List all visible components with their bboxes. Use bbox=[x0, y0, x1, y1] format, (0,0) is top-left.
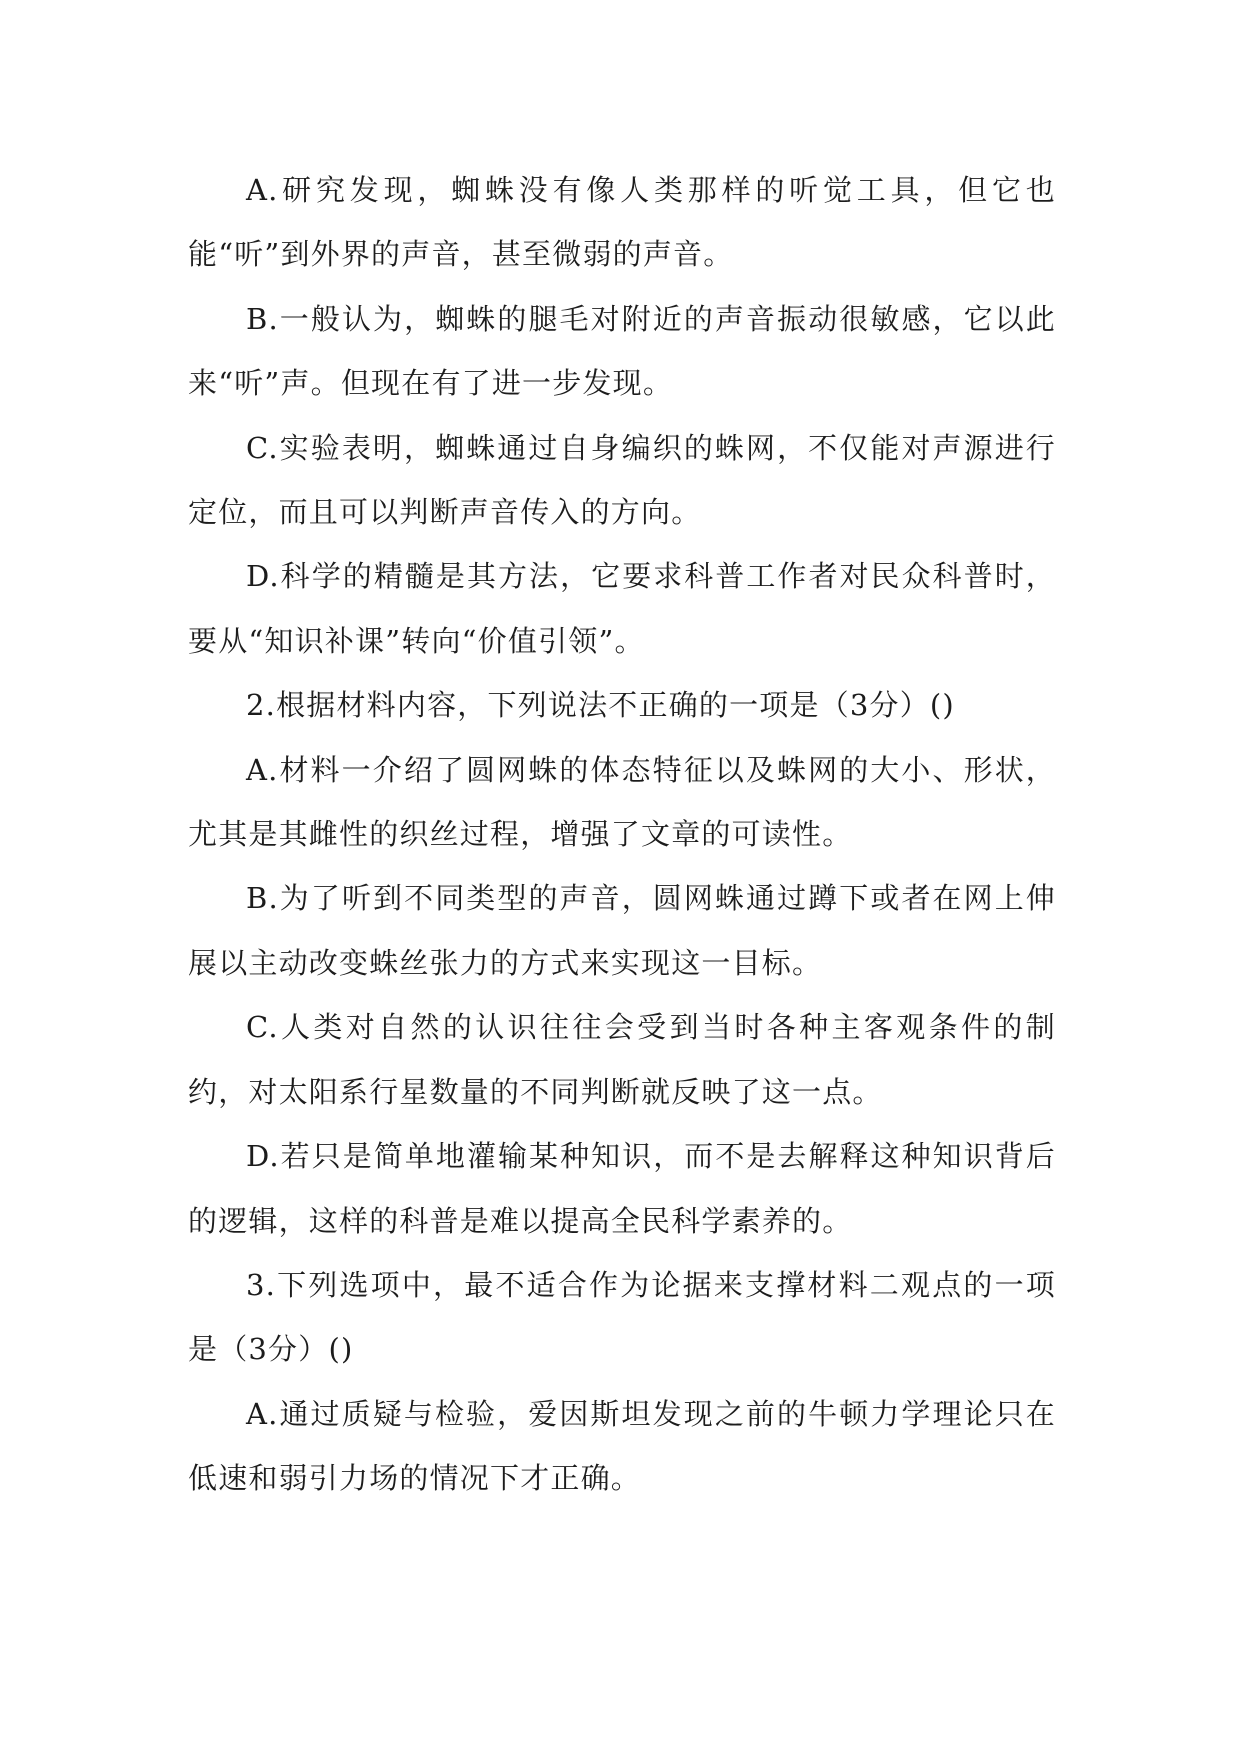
q3-option-a: A.通过质疑与检验，爱因斯坦发现之前的牛顿力学理论只在低速和弱引力场的情况下才正确。 bbox=[188, 1396, 1056, 1496]
q2-option-b: B.为了听到不同类型的声音，圆网蛛通过蹲下或者在网上伸展以主动改变蛛丝张力的方式来实现这一目标。 bbox=[188, 881, 1056, 980]
q1-option-d: D.科学的精髓是其方法，它要求科普工作者对民众科普时，要从“知识补课”转向“价值引领”。 bbox=[188, 559, 1056, 658]
question-2-stem: 2.根据材料内容，下列说法不正确的一项是（3分）() bbox=[246, 688, 955, 723]
q2-option-a: A.材料一介绍了圆网蛛的体态特征以及蛛网的大小、形状，尤其是其雌性的织丝过程，增强了文章的可读性。 bbox=[188, 752, 1056, 852]
document-body bbox=[188, 158, 1056, 1511]
q1-option-a: A.研究发现，蜘蛛没有像人类那样的听觉工具，但它也能“听”到外界的声音，甚至微弱的声音。 bbox=[188, 173, 1056, 272]
q1-option-c: C.实验表明，蜘蛛通过自身编织的蛛网，不仅能对声源进行定位，而且可以判断声音传入的方向。 bbox=[188, 430, 1056, 530]
question-3-stem: 3.下列选项中，最不适合作为论据来支撑材料二观点的一项是（3分）() bbox=[188, 1267, 1056, 1367]
q2-option-d: D.若只是简单地灌输某种知识，而不是去解释这种知识背后的逻辑，这样的科普是难以提高全民科学素养的。 bbox=[188, 1139, 1056, 1238]
q1-option-b: B.一般认为，蜘蛛的腿毛对附近的声音振动很敏感，它以此来“听”声。但现在有了进一步发现。 bbox=[188, 301, 1056, 401]
q2-option-c: C.人类对自然的认识往往会受到当时各种主客观条件的制约，对太阳系行星数量的不同判断就反映了这一点。 bbox=[188, 1010, 1056, 1109]
